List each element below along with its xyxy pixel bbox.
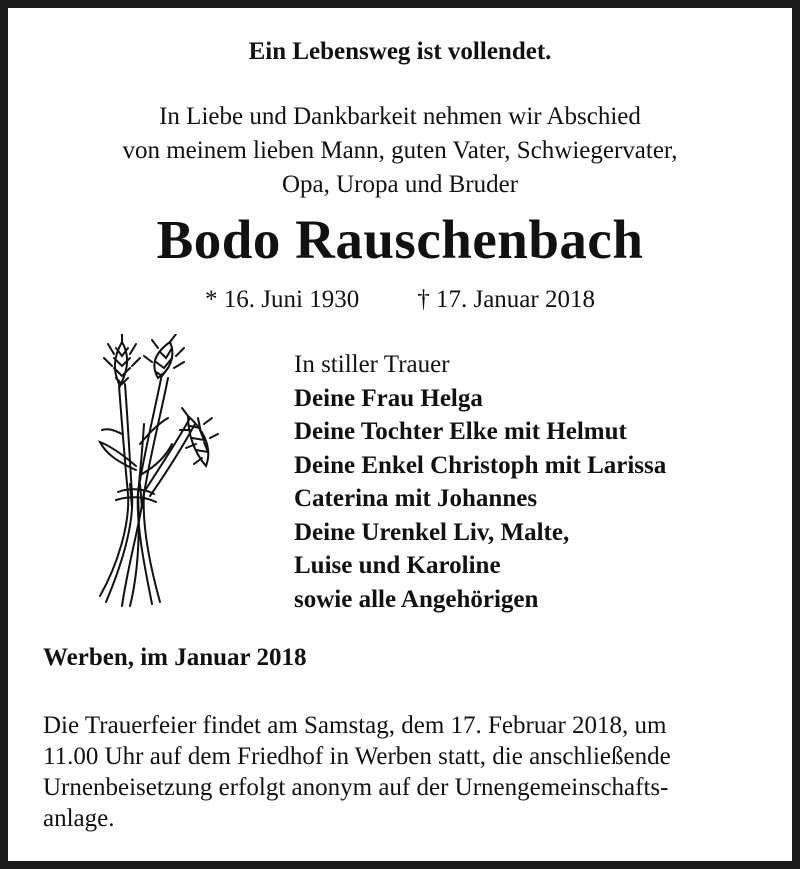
place-date: Werben, im Januar 2018 (43, 644, 307, 671)
mourner-line: Luise und Karoline (294, 552, 501, 579)
intro-line: Opa, Uropa und Bruder (281, 171, 519, 198)
ceremony-line: 11.00 Uhr auf dem Friedhof in Werben statt, die anschließende (43, 743, 671, 770)
deceased-name: Bodo Rauschenbach (156, 209, 644, 270)
mourners-lead: In stiller Trauer (294, 351, 450, 378)
mourner-line: Deine Tochter Elke mit Helmut (294, 418, 627, 445)
birth-date: * 16. Juni 1930 (205, 286, 360, 313)
ceremony-line: anlage. (43, 805, 115, 832)
mourner-line: Deine Urenkel Liv, Malte, (294, 518, 570, 546)
intro-text (8, 100, 792, 202)
intro-line: von meinem lieben Mann, guten Vater, Schwiegervater, (122, 137, 678, 164)
ceremony-line: Urnenbeisetzung erfolgt anonym auf der Urnengemeinschafts- (43, 774, 669, 801)
death-date: † 17. Januar 2018 (417, 286, 595, 313)
mourners-list (294, 348, 666, 616)
life-dates (8, 286, 792, 314)
ceremony-info (43, 710, 778, 834)
mourner-line: Deine Enkel Christoph mit Larissa (294, 451, 667, 479)
mourner-line: Caterina mit Johannes (294, 485, 538, 512)
wheat-sheaf-icon (92, 334, 224, 610)
mourner-line: sowie alle Angehörigen (294, 585, 539, 613)
mourner-line: Deine Frau Helga (294, 384, 483, 412)
headline: Ein Lebensweg ist vollendet. (248, 38, 552, 65)
intro-line: In Liebe und Dankbarkeit nehmen wir Abschied (159, 103, 641, 130)
ceremony-line: Die Trauerfeier findet am Samstag, dem 17. Februar 2018, um (43, 712, 667, 739)
